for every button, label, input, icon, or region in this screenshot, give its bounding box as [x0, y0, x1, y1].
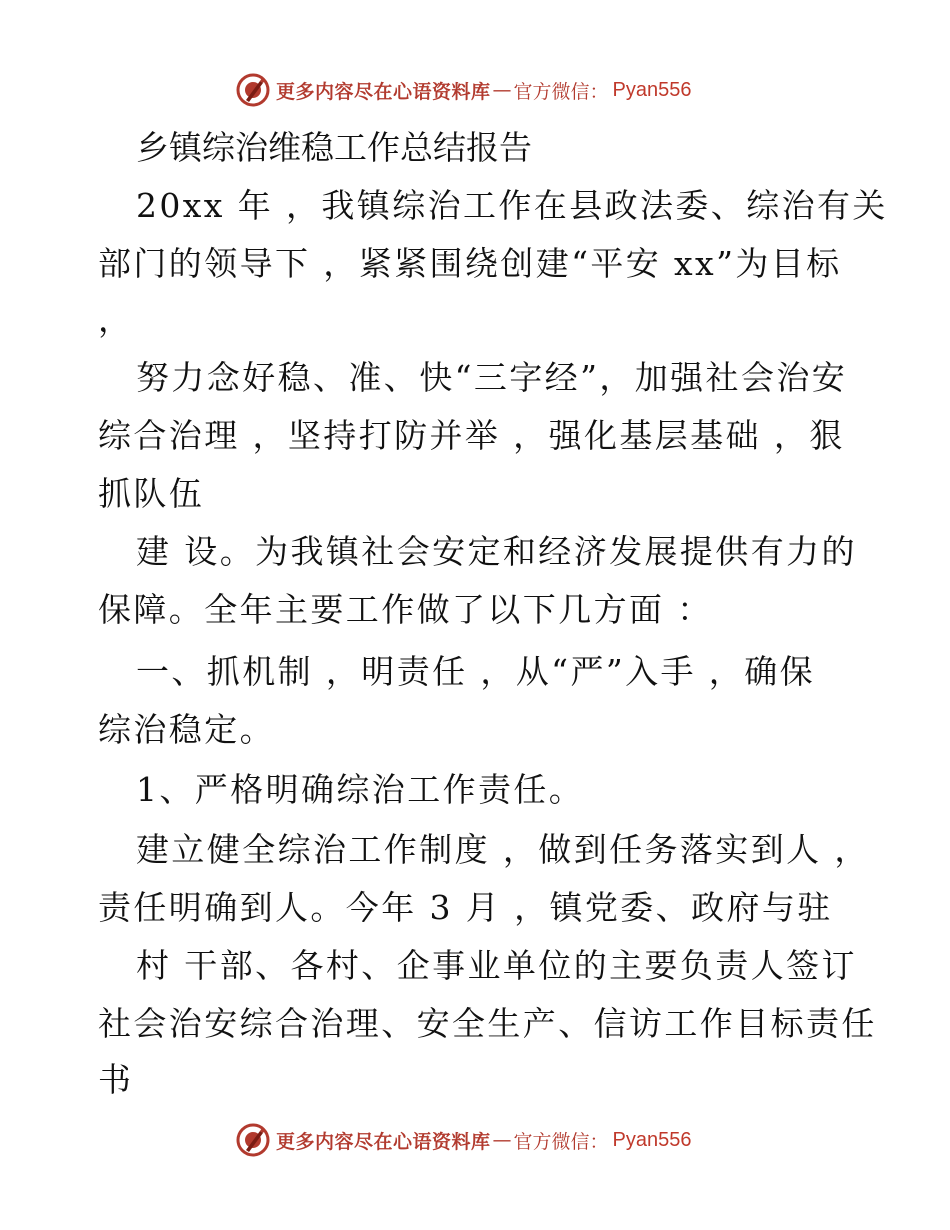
banner-wechat-id: Pyan556 [612, 78, 692, 101]
footer-banner [236, 1122, 692, 1158]
text-line: 保障。全年主要工作做了以下几方面 ： [98, 590, 713, 629]
banner-wechat-label: 官方微信： [513, 80, 609, 103]
subsection-heading: 1、严格明确综治工作责任。 [136, 770, 585, 809]
banner-main-text: 更多内容尽在心语资料库 [276, 1130, 491, 1153]
text-line: 社会治安综合治理、安全生产、信访工作目标责任 [98, 1004, 877, 1043]
section-heading-line: 综治稳定。 [98, 710, 275, 749]
banner-dash: — [492, 79, 512, 101]
banner-main-text: 更多内容尽在心语资料库 [276, 80, 491, 103]
banner-wechat-id: Pyan556 [612, 1128, 692, 1151]
pen-logo-icon [236, 73, 270, 107]
pen-logo-icon [236, 1123, 270, 1157]
text-line: 部门的领导下 ，紧紧围绕创建“平安 xx”为目标 [98, 244, 842, 283]
text-line: 努力念好稳、准、快“三字经”，加强社会治安 [136, 358, 848, 397]
section-heading-line: 一、抓机制 ，明责任 ，从“严”入手 ，确保 [136, 652, 816, 691]
header-banner [236, 72, 692, 108]
text-line: 村 干部、各村、企事业单位的主要负责人签订 [136, 946, 857, 985]
document-title: 乡镇综治维稳工作总结报告 [136, 128, 532, 167]
text-line: 抓队伍 [98, 474, 205, 513]
text-line: 责任明确到人。今年 3 月 ，镇党委、政府与驻 [98, 888, 833, 927]
text-line: 建 设。为我镇社会安定和经济发展提供有力的 [136, 532, 857, 571]
text-line: ， [98, 300, 131, 339]
text-line: 建立健全综治工作制度 ，做到任务落实到人 ， [136, 830, 870, 869]
text-line: 综合治理 ，坚持打防并举 ，强化基层基础 ，狠 [98, 416, 845, 455]
text-line: 20xx 年 ，我镇综治工作在县政法委、综治有关 [136, 186, 888, 225]
banner-wechat-label: 官方微信： [513, 1130, 609, 1153]
banner-dash: — [492, 1129, 512, 1151]
text-line: 书 [98, 1060, 134, 1099]
